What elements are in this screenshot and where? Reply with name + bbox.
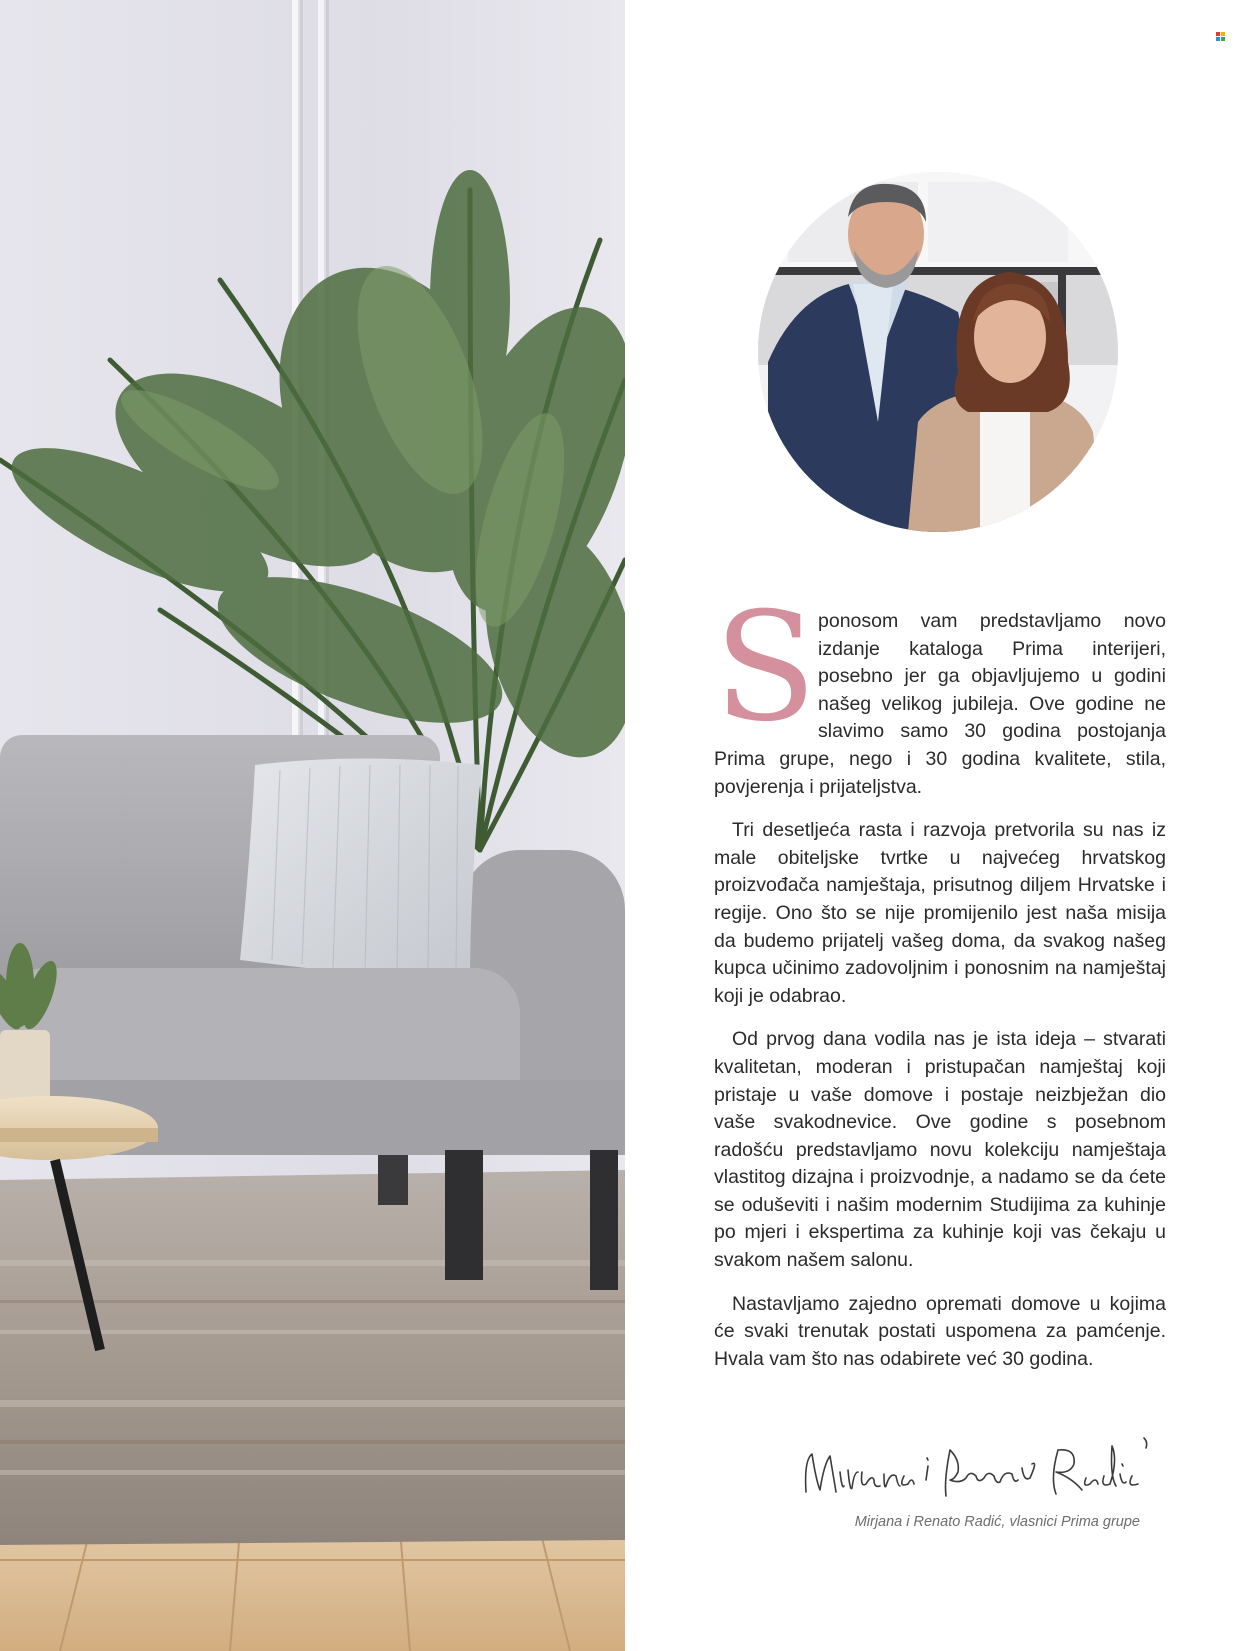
owners-portrait [758,172,1118,532]
editorial-article [714,581,1166,1389]
paragraph-2: Tri desetljeća rasta i razvoja pretvorila su nas iz male obiteljske tvrtke u najvećeg hrvatskog proizvođača namještaja, prisutnog diljem Hrvatske i regije. Ono što se nije promijenilo jest naša misija da budemo prijatelj vašeg doma, da svakog našeg kupca učinimo zadovoljnim i ponosnim na namještaj koji je odabrao. [714,819,1166,1007]
signature-caption: Mirjana i Renato Radić, vlasnici Prima grupe [854,1514,1140,1530]
owners-portrait-illustration [758,172,1118,532]
paragraph-1 [714,581,1166,801]
handwritten-signature [800,1420,1170,1510]
paragraph-3: Od prvog dana vodila nas je ista ideja – stvarati kvalitetan, moderan i pristupačan namještaj koji pristaje u vaše domove i postaje neizbježan dio vaše svakodnevice. Ove godine s posebnom radošću predstavljamo novu kolekciju namještaja vlastitog dizajna i proizvodnje, a nadamo se da ćete se oduševiti i našim modernim Studijima za kuhinje po mjeri i ekspertima za kuhinje koji vas čekaju u svakom našem salonu. [714,1028,1166,1272]
drop-cap: S [714,581,817,755]
brand-mark-icon [1216,32,1225,41]
paragraph-1-text: ponosom vam predstavljamo novo izdanje kataloga Prima interijeri, posebno jer ga objavljujemo u godini našeg velikog jubileja. Ove godine ne slavimo samo 30 godina postojanja Prima grupe, nego i 30 godina kvalitete, stila, povjerenja i prijateljstva. [714,610,1166,798]
signature-scribble [800,1420,1170,1510]
paragraph-4: Nastavljamo zajedno opremati domove u kojima će svaki trenutak postati uspomena za pamćenje. Hvala vam što nas odabirete već 30 godina. [714,1292,1166,1370]
